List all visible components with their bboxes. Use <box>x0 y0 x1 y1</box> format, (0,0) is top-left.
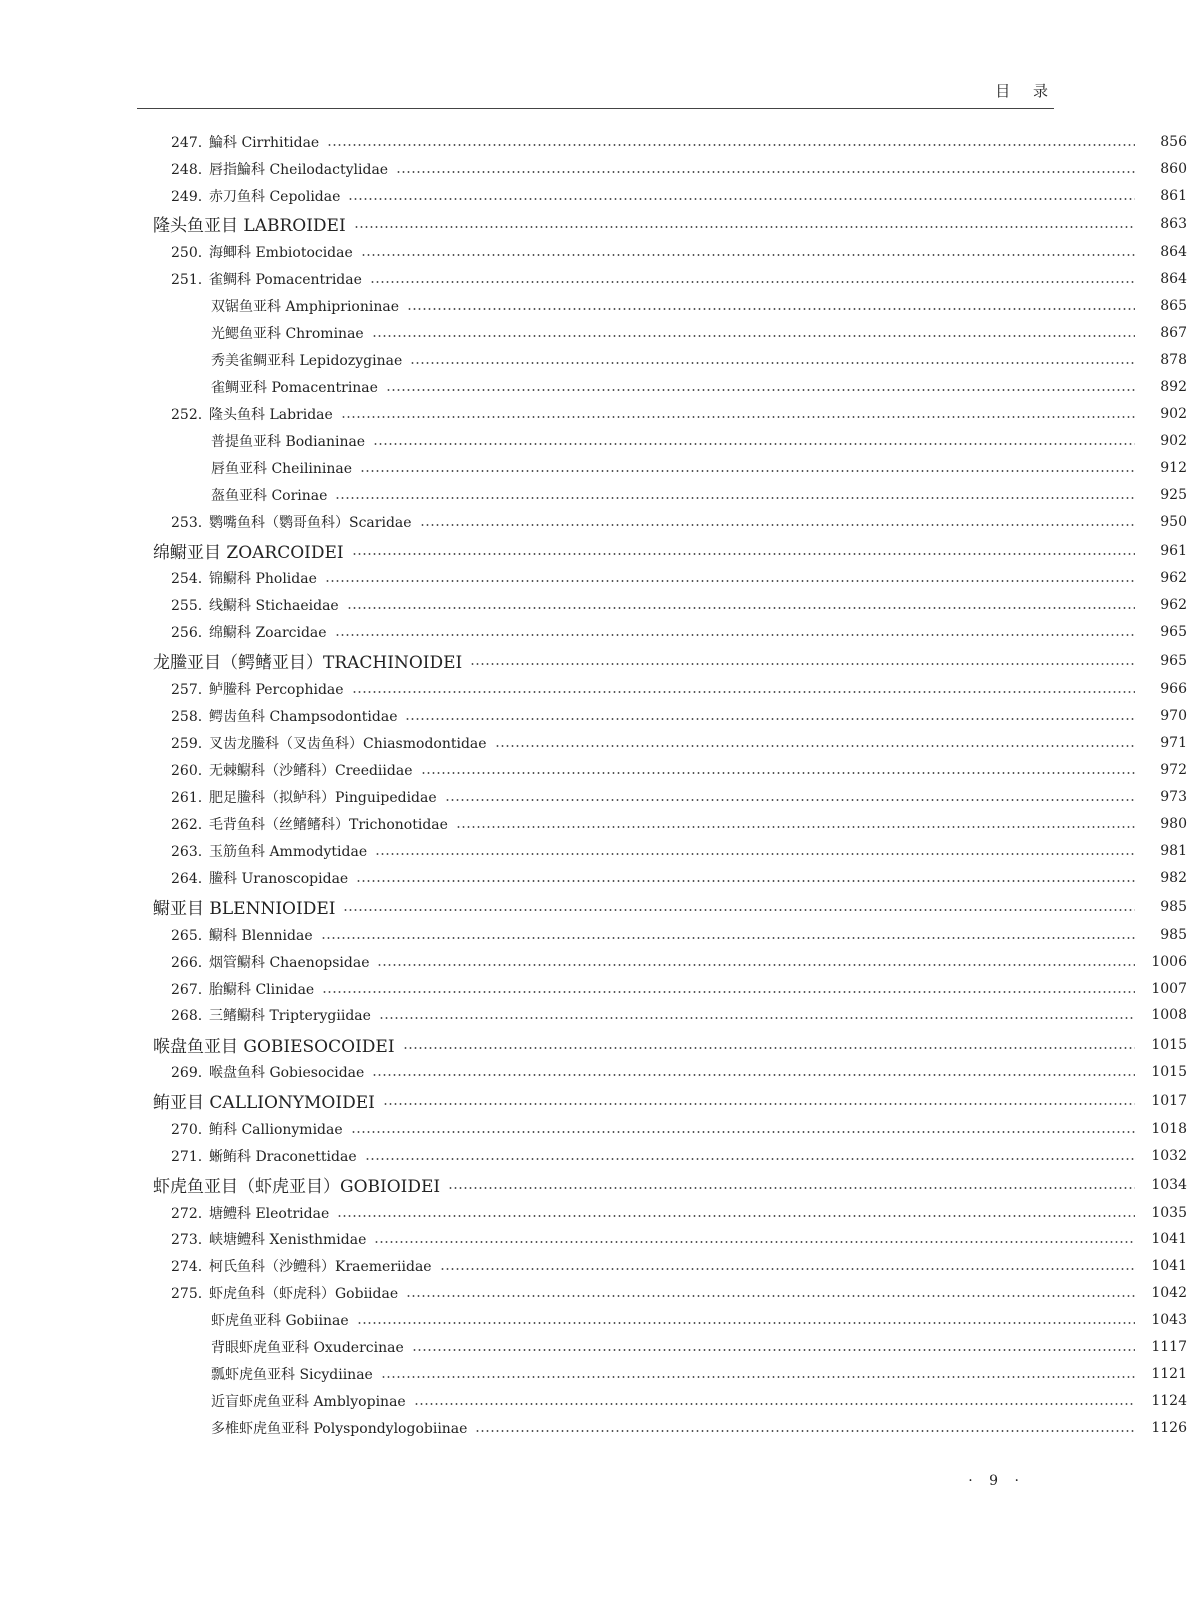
toc-entry-label <box>0 1256 432 1276</box>
dot-leader <box>348 198 1135 200</box>
toc-family-entry[interactable] <box>0 783 1187 810</box>
toc-entry-number: 248. <box>171 161 203 178</box>
toc-entry-number: 270. <box>171 1121 203 1138</box>
toc-entry-name: 绵鳚科 Zoarcidae <box>209 624 327 641</box>
toc-entry-number: 251. <box>171 271 203 288</box>
toc-family-entry[interactable] <box>0 1142 1187 1169</box>
toc-entry-label <box>0 1391 406 1411</box>
toc-entry-page: 962 <box>1160 596 1187 613</box>
toc-entry-label <box>0 1032 395 1057</box>
toc-entry-number: 267. <box>171 981 203 998</box>
toc-family-entry[interactable] <box>0 948 1187 975</box>
toc-family-entry[interactable] <box>0 1199 1187 1226</box>
toc-family-entry[interactable] <box>0 921 1187 948</box>
dot-leader <box>356 880 1135 882</box>
dot-leader <box>475 1430 1135 1432</box>
toc-entry-label <box>0 706 397 726</box>
toc-entry-page: 1017 <box>1151 1092 1187 1109</box>
toc-entry-number: 273. <box>171 1231 203 1248</box>
toc-entry-name: 胎鳚科 Clinidae <box>209 981 315 998</box>
toc-family-entry[interactable] <box>0 975 1187 1002</box>
toc-entry-page: 1008 <box>1151 1006 1187 1023</box>
toc-entry-number: 253. <box>171 514 203 531</box>
toc-entry-number: 256. <box>171 624 203 641</box>
toc-entry-name: 瓢虾虎鱼亚科 Sicydiinae <box>211 1366 373 1383</box>
toc-entry-label <box>0 952 369 972</box>
toc-entry-name: 玉筋鱼科 Ammodytidae <box>209 843 368 860</box>
header-rule <box>137 108 1054 109</box>
dot-leader <box>379 1017 1135 1019</box>
toc-entry-label <box>0 186 340 206</box>
toc-entry-name: 峡塘鳢科 Xenisthmidae <box>209 1231 367 1248</box>
toc-family-entry[interactable] <box>0 1279 1187 1306</box>
toc-family-entry[interactable] <box>0 756 1187 783</box>
toc-entry-number: 268. <box>171 1007 203 1024</box>
toc-entry-name: 隆头鱼亚目 LABROIDEI <box>153 216 346 236</box>
toc-entry-label <box>0 814 448 834</box>
toc-entry-number: 262. <box>171 816 203 833</box>
dot-leader <box>335 634 1135 636</box>
toc-entry-number: 272. <box>171 1205 203 1222</box>
toc-entry-page: 982 <box>1160 869 1187 886</box>
toc-subfamily-entry[interactable] <box>0 427 1187 454</box>
toc-entry-number: 263. <box>171 843 203 860</box>
toc-entry-name: 鳄齿鱼科 Champsodontidae <box>209 708 398 725</box>
toc-entry-page: 970 <box>1160 707 1187 724</box>
toc-subfamily-entry[interactable] <box>0 292 1187 319</box>
toc-entry-number: 259. <box>171 735 203 752</box>
toc-entry-name: 烟管鳚科 Chaenopsidae <box>209 954 370 971</box>
toc-entry-label <box>0 760 413 780</box>
toc-entry-label <box>0 1283 398 1303</box>
toc-entry-page: 1126 <box>1151 1419 1187 1436</box>
dot-leader <box>373 443 1135 445</box>
toc-entry-page: 861 <box>1160 187 1187 204</box>
toc-suborder-entry[interactable] <box>0 647 1187 674</box>
toc-entry-page: 860 <box>1160 160 1187 177</box>
toc-entry-number: 261. <box>171 789 203 806</box>
toc-entry-label <box>0 211 346 236</box>
toc-entry-page: 902 <box>1160 432 1187 449</box>
toc-family-entry[interactable] <box>0 837 1187 864</box>
dot-leader <box>495 745 1135 747</box>
toc-entry-label <box>0 323 364 343</box>
toc-entry-name: 赤刀鱼科 Cepolidae <box>209 188 341 205</box>
toc-family-entry[interactable] <box>0 1001 1187 1028</box>
toc-entry-number: 255. <box>171 597 203 614</box>
toc-suborder-entry[interactable] <box>0 210 1187 237</box>
toc-family-entry[interactable] <box>0 864 1187 891</box>
toc-entry-page: 878 <box>1160 351 1187 368</box>
toc-entry-name: 唇指鯩科 Cheilodactylidae <box>209 161 389 178</box>
toc-entry-page: 980 <box>1160 815 1187 832</box>
toc-entry-label <box>0 512 412 532</box>
dot-leader <box>440 1268 1135 1270</box>
toc-entry-label <box>0 1062 364 1082</box>
toc-entry-name: 秀美雀鲷亚科 Lepidozyginae <box>211 352 403 369</box>
toc-entry-number: 264. <box>171 870 203 887</box>
toc-entry-label <box>0 1337 404 1357</box>
toc-entry-name: 塘鳢科 Eleotridae <box>209 1205 330 1222</box>
dot-leader <box>448 1187 1135 1189</box>
toc-entry-number: 247. <box>171 134 203 151</box>
toc-entry-label <box>0 538 344 563</box>
toc-entry-name: 鲔科 Callionymidae <box>209 1121 343 1138</box>
dot-leader <box>372 335 1135 337</box>
dot-leader <box>337 1215 1135 1217</box>
dot-leader <box>360 470 1135 472</box>
dot-leader <box>414 1403 1135 1405</box>
toc-entry-page: 965 <box>1160 652 1187 669</box>
toc-entry-name: 虾虎鱼亚目（虾虎亚目）GOBIOIDEI <box>153 1177 441 1197</box>
dot-leader <box>377 964 1135 966</box>
toc-entry-name: 肥足䲢科（拟鲈科）Pinguipedidae <box>209 789 437 806</box>
toc-entry-number: 254. <box>171 570 203 587</box>
dot-leader <box>343 909 1135 911</box>
toc-entry-label <box>0 868 348 888</box>
toc-entry-page: 971 <box>1160 734 1187 751</box>
toc-entry-name: 盔鱼亚科 Corinae <box>211 487 328 504</box>
running-header-title: 目 录 <box>995 82 1057 100</box>
toc-entry-number: 250. <box>171 244 203 261</box>
dot-leader <box>352 553 1135 555</box>
dot-leader <box>407 308 1135 310</box>
toc-family-entry[interactable] <box>0 675 1187 702</box>
toc-suborder-entry[interactable] <box>0 893 1187 920</box>
toc-entry-number: 269. <box>171 1064 203 1081</box>
dot-leader <box>322 991 1135 993</box>
toc-entry-name: 虾虎鱼科（虾虎科）Gobiidae <box>209 1285 399 1302</box>
toc-entry-label <box>0 1418 467 1438</box>
toc-entry-label <box>0 458 352 478</box>
toc-entry-page: 865 <box>1160 297 1187 314</box>
dot-leader <box>370 281 1135 283</box>
dot-leader <box>347 607 1135 609</box>
toc-family-entry[interactable] <box>0 1058 1187 1085</box>
toc-family-entry[interactable] <box>0 182 1187 209</box>
toc-entry-label <box>0 296 399 316</box>
toc-entry-name: 鲔亚目 CALLIONYMOIDEI <box>153 1093 375 1113</box>
dot-leader <box>406 1295 1135 1297</box>
toc-entry-name: 喉盘鱼科 Gobiesocidae <box>209 1064 365 1081</box>
page-number: · 9 · <box>968 1473 1025 1489</box>
toc-entry-label <box>0 1088 375 1113</box>
toc-entry-name: 毛背鱼科（丝鳍鳍科）Trichonotidae <box>209 816 448 833</box>
toc-family-entry[interactable] <box>0 238 1187 265</box>
toc-subfamily-entry[interactable] <box>0 373 1187 400</box>
toc-entry-page: 1015 <box>1151 1063 1187 1080</box>
toc-entry-page: 1121 <box>1151 1365 1187 1382</box>
toc-entry-number: 271. <box>171 1148 203 1165</box>
toc-suborder-entry[interactable] <box>0 1087 1187 1114</box>
toc-family-entry[interactable] <box>0 265 1187 292</box>
dot-leader <box>341 416 1135 418</box>
toc-entry-label <box>0 1229 366 1249</box>
toc-family-entry[interactable] <box>0 618 1187 645</box>
toc-entry-label <box>0 894 335 919</box>
dot-leader <box>351 1131 1135 1133</box>
toc-entry-label <box>0 841 367 861</box>
toc-entry-name: 多椎虾虎鱼亚科 Polyspondylogobiinae <box>211 1420 468 1437</box>
toc-entry-page: 863 <box>1160 215 1187 232</box>
toc-entry-name: 叉齿龙䲢科（叉齿鱼科）Chiasmodontidae <box>209 735 487 752</box>
toc-entry-number: 260. <box>171 762 203 779</box>
toc-entry-label <box>0 787 437 807</box>
toc-entry-label <box>0 622 327 642</box>
toc-subfamily-entry[interactable] <box>0 319 1187 346</box>
toc-subfamily-entry[interactable] <box>0 1414 1187 1441</box>
dot-leader <box>383 1103 1135 1105</box>
toc-entry-page: 961 <box>1160 542 1187 559</box>
toc-entry-name: 鳚科 Blennidae <box>209 927 313 944</box>
toc-entry-name: 龙䲢亚目（鳄鳍亚目）TRACHINOIDEI <box>153 653 463 673</box>
toc-entry-page: 1032 <box>1151 1147 1187 1164</box>
toc-family-entry[interactable] <box>0 128 1187 155</box>
toc-entry-label <box>0 925 313 945</box>
toc-entry-label <box>0 595 339 615</box>
toc-entry-name: 唇鱼亚科 Cheilininae <box>211 460 353 477</box>
toc-entry-label <box>0 132 319 152</box>
dot-leader <box>327 144 1135 146</box>
dot-leader <box>456 826 1135 828</box>
toc-entry-name: 海鲫科 Embiotocidae <box>209 244 353 261</box>
dot-leader <box>470 663 1135 665</box>
toc-entry-page: 972 <box>1160 761 1187 778</box>
toc-entry-page: 902 <box>1160 405 1187 422</box>
dot-leader <box>405 718 1135 720</box>
dot-leader <box>374 1241 1135 1243</box>
toc-entry-label <box>0 485 327 505</box>
toc-subfamily-entry[interactable] <box>0 481 1187 508</box>
toc-family-entry[interactable] <box>0 155 1187 182</box>
toc-entry-page: 1006 <box>1151 953 1187 970</box>
toc-entry-name: 鯩科 Cirrhitidae <box>209 134 320 151</box>
toc-entry-label <box>0 350 402 370</box>
toc-entry-name: 锦鳚科 Pholidae <box>209 570 317 587</box>
toc-entry-page: 1034 <box>1151 1176 1187 1193</box>
toc-family-entry[interactable] <box>0 702 1187 729</box>
toc-subfamily-entry[interactable] <box>0 1387 1187 1414</box>
toc-entry-name: 隆头鱼科 Labridae <box>209 406 333 423</box>
toc-entry-name: 双锯鱼亚科 Amphiprioninae <box>211 298 399 315</box>
toc-subfamily-entry[interactable] <box>0 1360 1187 1387</box>
toc-entry-page: 912 <box>1160 459 1187 476</box>
toc-subfamily-entry[interactable] <box>0 1333 1187 1360</box>
toc-entry-number: 252. <box>171 406 203 423</box>
toc-entry-page: 1043 <box>1151 1311 1187 1328</box>
dot-leader <box>421 772 1136 774</box>
toc-entry-page: 985 <box>1160 926 1187 943</box>
toc-entry-page: 1015 <box>1151 1036 1187 1053</box>
toc-entry-label <box>0 269 362 289</box>
toc-entry-name: 线鳚科 Stichaeidae <box>209 597 339 614</box>
toc-entry-page: 1117 <box>1151 1338 1187 1355</box>
toc-family-entry[interactable] <box>0 400 1187 427</box>
dot-leader <box>361 254 1135 256</box>
toc-entry-page: 973 <box>1160 788 1187 805</box>
toc-entry-name: 䲢科 Uranoscopidae <box>209 870 349 887</box>
toc-entry-page: 892 <box>1160 378 1187 395</box>
toc-subfamily-entry[interactable] <box>0 454 1187 481</box>
toc-suborder-entry[interactable] <box>0 1031 1187 1058</box>
toc-suborder-entry[interactable] <box>0 1171 1187 1198</box>
toc-entry-label <box>0 431 365 451</box>
toc-entry-label <box>0 1364 373 1384</box>
toc-entry-name: 蜥鲔科 Draconettidae <box>209 1148 357 1165</box>
toc-entry-page: 1041 <box>1151 1230 1187 1247</box>
dot-leader <box>352 691 1135 693</box>
toc-entry-page: 965 <box>1160 623 1187 640</box>
toc-entry-page: 856 <box>1160 133 1187 150</box>
toc-entry-number: 274. <box>171 1258 203 1275</box>
toc-entry-label <box>0 1146 357 1166</box>
toc-family-entry[interactable] <box>0 1225 1187 1252</box>
toc-entry-label <box>0 679 344 699</box>
toc-entry-name: 虾虎鱼亚科 Gobiinae <box>211 1312 349 1329</box>
toc-entry-number: 275. <box>171 1285 203 1302</box>
toc-entry-name: 近盲虾虎鱼亚科 Amblyopinae <box>211 1393 406 1410</box>
toc-entry-label <box>0 1172 440 1197</box>
toc-suborder-entry[interactable] <box>0 537 1187 564</box>
toc-entry-label <box>0 1203 329 1223</box>
toc-entry-name: 背眼虾虎鱼亚科 Oxudercinae <box>211 1339 404 1356</box>
toc-entry-page: 962 <box>1160 569 1187 586</box>
dot-leader <box>381 1376 1135 1378</box>
toc-entry-name: 鳚亚目 BLENNIOIDEI <box>153 899 336 919</box>
toc-entry-name: 鹦嘴鱼科（鹦哥鱼科）Scaridae <box>209 514 412 531</box>
toc-entry-name: 普提鱼亚科 Bodianinae <box>211 433 366 450</box>
dot-leader <box>403 1047 1135 1049</box>
toc-entry-label <box>0 1310 349 1330</box>
toc-entry-page: 1007 <box>1151 980 1187 997</box>
dot-leader <box>420 524 1135 526</box>
toc-entry-name: 雀鲷亚科 Pomacentrinae <box>211 379 378 396</box>
toc-subfamily-entry[interactable] <box>0 346 1187 373</box>
dot-leader <box>335 497 1135 499</box>
toc-entry-page: 950 <box>1160 513 1187 530</box>
toc-subfamily-entry[interactable] <box>0 1306 1187 1333</box>
toc-entry-name: 柯氏鱼科（沙鳢科）Kraemeriidae <box>209 1258 432 1275</box>
dot-leader <box>386 389 1135 391</box>
dot-leader <box>321 937 1135 939</box>
toc-entry-number: 257. <box>171 681 203 698</box>
toc-entry-name: 雀鲷科 Pomacentridae <box>209 271 362 288</box>
toc-entry-number: 266. <box>171 954 203 971</box>
toc-entry-name: 喉盘鱼亚目 GOBIESOCOIDEI <box>153 1037 395 1057</box>
toc-entry-page: 985 <box>1160 898 1187 915</box>
toc-entry-label <box>0 979 314 999</box>
toc-entry-label <box>0 404 333 424</box>
toc-entry-number: 258. <box>171 708 203 725</box>
toc-entry-page: 966 <box>1160 680 1187 697</box>
toc-entry-label <box>0 1119 343 1139</box>
dot-leader <box>372 1074 1135 1076</box>
toc-family-entry[interactable] <box>0 564 1187 591</box>
toc-entry-page: 925 <box>1160 486 1187 503</box>
dot-leader <box>354 226 1135 228</box>
toc-family-entry[interactable] <box>0 1252 1187 1279</box>
toc-entry-label <box>0 1005 371 1025</box>
toc-entry-number: 265. <box>171 927 203 944</box>
dot-leader <box>365 1158 1135 1160</box>
toc-entry-label <box>0 377 378 397</box>
toc-entry-page: 1124 <box>1151 1392 1187 1409</box>
toc-entry-page: 1041 <box>1151 1257 1187 1274</box>
toc-entry-page: 867 <box>1160 324 1187 341</box>
toc-family-entry[interactable] <box>0 591 1187 618</box>
toc-entry-page: 864 <box>1160 270 1187 287</box>
toc-family-entry[interactable] <box>0 1115 1187 1142</box>
toc-entry-name: 绵鳚亚目 ZOARCOIDEI <box>153 543 344 563</box>
toc-family-entry[interactable] <box>0 810 1187 837</box>
toc-entry-page: 1018 <box>1151 1120 1187 1137</box>
toc-entry-label <box>0 648 462 673</box>
toc-entry-number: 249. <box>171 188 203 205</box>
toc-entry-page: 1035 <box>1151 1204 1187 1221</box>
toc-entry-page: 981 <box>1160 842 1187 859</box>
toc-entry-name: 三鳍鳚科 Tripterygiidae <box>209 1007 371 1024</box>
dot-leader <box>375 853 1135 855</box>
dot-leader <box>325 580 1135 582</box>
toc-entry-label <box>0 159 388 179</box>
toc-entry-name: 光鳃鱼亚科 Chrominae <box>211 325 364 342</box>
toc-entry-label <box>0 733 487 753</box>
toc-entry-label <box>0 568 317 588</box>
toc-family-entry[interactable] <box>0 508 1187 535</box>
dot-leader <box>445 799 1135 801</box>
toc-family-entry[interactable] <box>0 729 1187 756</box>
toc-entry-name: 无棘鳚科（沙鳍科）Creediidae <box>209 762 413 779</box>
dot-leader <box>357 1322 1135 1324</box>
toc-entry-page: 1042 <box>1151 1284 1187 1301</box>
toc-entry-label <box>0 242 353 262</box>
toc-entry-page: 864 <box>1160 243 1187 260</box>
dot-leader <box>412 1349 1135 1351</box>
toc-entry-name: 鲈䲢科 Percophidae <box>209 681 344 698</box>
dot-leader <box>396 171 1135 173</box>
dot-leader <box>410 362 1135 364</box>
